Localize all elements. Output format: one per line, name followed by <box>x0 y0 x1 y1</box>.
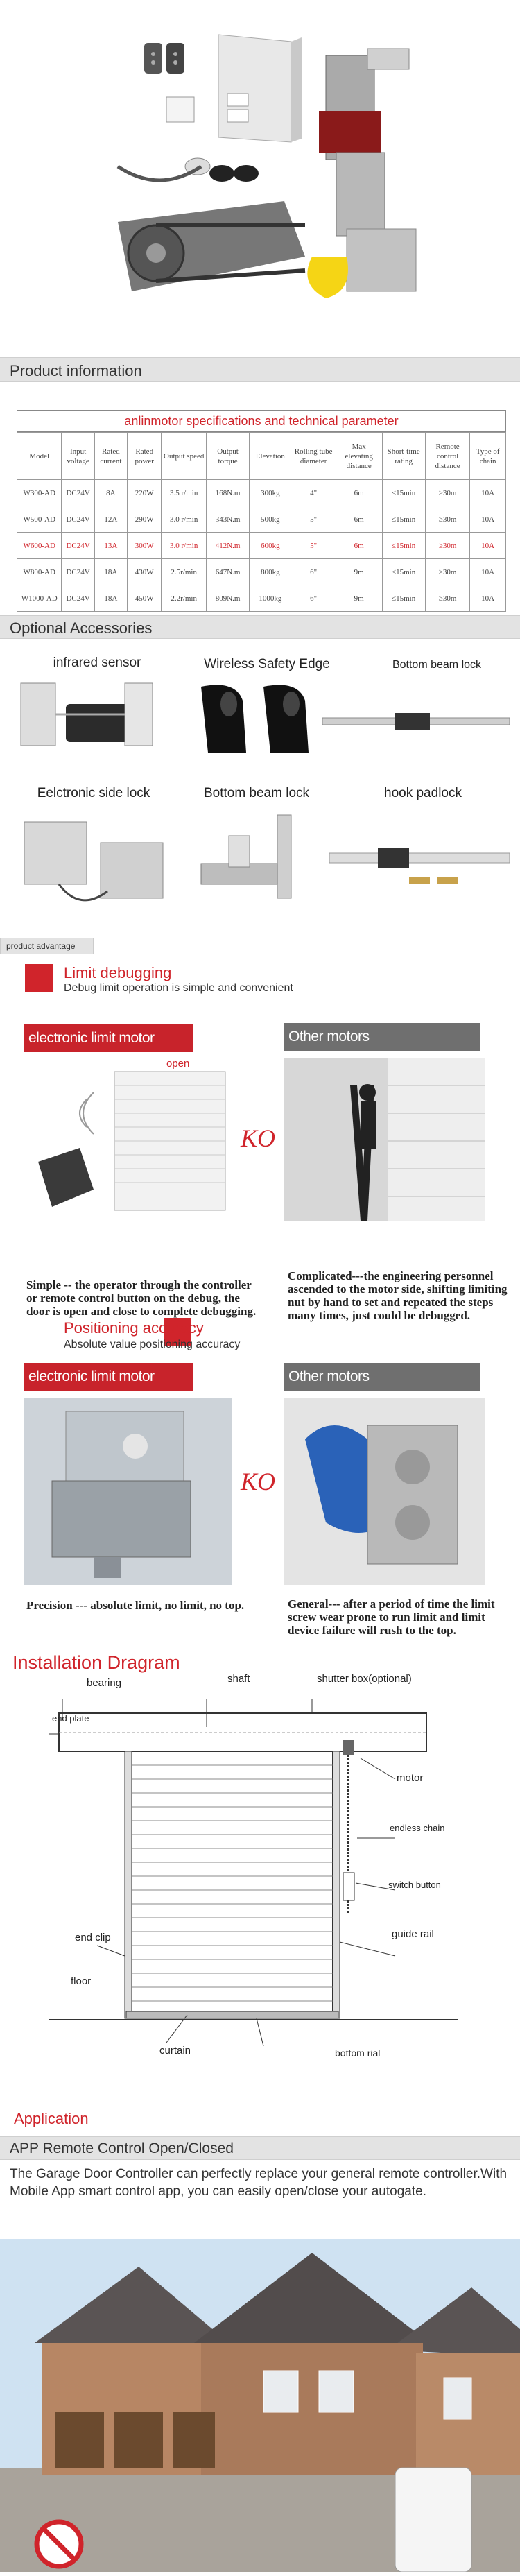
spec-cell: 450W <box>128 585 162 612</box>
diagram-label: guide rail <box>392 1928 434 1940</box>
spec-cell: 6m <box>336 480 382 506</box>
hook-padlock-icon <box>326 843 513 898</box>
spec-cell: 6m <box>336 533 382 559</box>
spec-cell: 10A <box>470 533 506 559</box>
spec-cell: DC24V <box>62 533 94 559</box>
spec-cell: 300W <box>128 533 162 559</box>
diagram-label: end clip <box>75 1932 111 1943</box>
spec-cell: 13A <box>94 533 127 559</box>
spec-cell: ≥30m <box>425 533 469 559</box>
accessory-label: Eelctronic side lock <box>37 786 150 800</box>
spec-cell: 6" <box>291 559 336 585</box>
spec-table <box>17 432 506 612</box>
spec-row <box>17 559 506 585</box>
spec-cell: 6m <box>336 506 382 533</box>
spec-cell: ≤15min <box>382 533 425 559</box>
diagram-label: switch button <box>388 1880 441 1890</box>
spec-header-row <box>17 433 506 480</box>
spec-cell: 168N.m <box>206 480 249 506</box>
spec-row <box>17 506 506 533</box>
spec-table-title: anlinmotor specifications and technical parameter <box>17 410 506 432</box>
switch-button-icon <box>343 1873 354 1900</box>
product-information-heading: Product information <box>10 362 142 379</box>
spec-cell: 809N.m <box>206 585 249 612</box>
product-information-bar <box>0 357 520 382</box>
spec-header-cell: Input voltage <box>62 433 94 480</box>
spec-cell: 8A <box>94 480 127 506</box>
spec-cell: 5" <box>291 506 336 533</box>
spec-cell: 343N.m <box>206 506 249 533</box>
electronic-limit-demo-image <box>24 1058 232 1221</box>
diagram-label: curtain <box>159 2045 191 2056</box>
signal-icon <box>80 1092 94 1134</box>
feature-title: Positioning accuracy <box>64 1319 204 1337</box>
spec-cell: ≤15min <box>382 559 425 585</box>
spec-cell: 500kg <box>250 506 291 533</box>
spec-cell: 10A <box>470 480 506 506</box>
diagram-label: bearing <box>87 1677 122 1689</box>
diagram-label: endless chain <box>390 1823 445 1833</box>
spec-cell: DC24V <box>62 506 94 533</box>
spec-cell: 430W <box>128 559 162 585</box>
spec-cell: 600kg <box>250 533 291 559</box>
phone-app-icon <box>395 2468 471 2572</box>
spec-row-highlighted <box>17 533 506 559</box>
spec-cell: 1000kg <box>250 585 291 612</box>
spec-cell: 18A <box>94 559 127 585</box>
diagram-label: end plate <box>52 1713 89 1724</box>
spec-header-cell: Remote control distance <box>425 433 469 480</box>
spec-header-cell: Rated power <box>128 433 162 480</box>
phone-icon <box>38 1148 94 1207</box>
spec-cell: ≤15min <box>382 480 425 506</box>
spec-cell: 12A <box>94 506 127 533</box>
accessory-label: infrared sensor <box>53 655 141 670</box>
open-sign: open <box>166 1058 190 1070</box>
feature-subtitle: Absolute value positioning accuracy <box>64 1339 241 1350</box>
spec-header-cell: Elevation <box>250 433 291 480</box>
spec-cell: 5" <box>291 533 336 559</box>
roller-door-motor-icon <box>319 49 416 291</box>
electronic-limit-motor-label: electronic limit motor <box>24 1363 193 1391</box>
installation-title: Installation Dragram <box>12 1652 180 1673</box>
diagram-label: shaft <box>227 1673 250 1685</box>
wireless-safety-edge-icon <box>187 676 340 759</box>
precision-motor-image <box>24 1398 232 1585</box>
spec-cell: 647N.m <box>206 559 249 585</box>
description-right: Complicated---the engineering personnel ascended to the motor side, shifting limiting nut by hand to set and repeated the steps many times, just could be debugged. <box>288 1269 508 1322</box>
application-description: The Garage Door Controller can perfectly replace your general remote controller.With Mobile App smart control app, you can easily open/close your autogate. <box>10 2167 508 2199</box>
installation-diagram <box>49 1699 458 2084</box>
spec-cell: W300-AD <box>17 480 62 506</box>
spec-cell: ≥30m <box>425 480 469 506</box>
spec-cell: 220W <box>128 480 162 506</box>
description-left: Precision --- absolute limit, no limit, no top. <box>26 1599 245 1612</box>
diagram-label: floor <box>71 1975 92 1987</box>
spec-cell: ≤15min <box>382 585 425 612</box>
spec-cell: 3.0 r/min <box>162 533 206 559</box>
feature-title: Limit debugging <box>64 964 172 981</box>
wall-switch-icon <box>166 97 194 122</box>
other-motors-label: Other motors <box>284 1363 480 1391</box>
electronic-side-lock-icon <box>17 808 177 912</box>
spec-header-cell: Output speed <box>162 433 206 480</box>
spec-cell: 9m <box>336 585 382 612</box>
spec-header-cell: Rolling tube diameter <box>291 433 336 480</box>
spec-cell: 2.5r/min <box>162 559 206 585</box>
spec-cell: 2.2r/min <box>162 585 206 612</box>
description-right: General--- after a period of time the limit screw wear prone to run limit and limit device failure will rush to the top. <box>288 1597 495 1637</box>
spec-cell: 10A <box>470 585 506 612</box>
bottom-beam-lock-2-icon <box>187 808 326 912</box>
spec-header-cell: Short-time rating <box>382 433 425 480</box>
diagram-label: motor <box>397 1772 424 1784</box>
diagram-label: bottom rial <box>335 2047 381 2059</box>
spec-cell: W1000-AD <box>17 585 62 612</box>
spec-cell: 6" <box>291 585 336 612</box>
bottom-beam-lock-icon <box>319 701 517 742</box>
product-hero-image <box>104 28 451 333</box>
general-motor-image <box>284 1398 485 1585</box>
spec-cell: W800-AD <box>17 559 62 585</box>
spec-cell: 18A <box>94 585 127 612</box>
motor-icon <box>343 1740 354 1755</box>
spec-header-cell: Rated current <box>94 433 127 480</box>
worker-icon <box>359 1084 376 1101</box>
other-motors-demo-image <box>284 1058 485 1221</box>
spec-cell: 3.0 r/min <box>162 506 206 533</box>
spec-cell: W600-AD <box>17 533 62 559</box>
spec-cell: 300kg <box>250 480 291 506</box>
remote-control-icon <box>144 43 184 74</box>
optional-accessories-heading: Optional Accessories <box>10 619 153 637</box>
house-photo <box>0 2239 520 2572</box>
spec-header-cell: Output torque <box>206 433 249 480</box>
spec-header-cell: Type of chain <box>470 433 506 480</box>
spec-cell: 3.5 r/min <box>162 480 206 506</box>
spec-cell: ≥30m <box>425 585 469 612</box>
spec-cell: ≥30m <box>425 559 469 585</box>
spec-row <box>17 585 506 612</box>
application-title: Application <box>14 2110 89 2127</box>
spec-cell: 800kg <box>250 559 291 585</box>
spec-header-cell: Model <box>17 433 62 480</box>
app-remote-heading: APP Remote Control Open/Closed <box>10 2140 234 2156</box>
spec-cell: 412N.m <box>206 533 249 559</box>
ko-mark: KO <box>241 1124 276 1152</box>
product-advantage-tab: product advantage <box>0 938 94 954</box>
accessory-label: Bottom beam lock <box>392 659 482 671</box>
spec-cell: 10A <box>470 506 506 533</box>
optional-accessories-bar <box>0 615 520 639</box>
garage-door-icon <box>114 2412 163 2468</box>
mounting-plate-icon <box>118 201 305 291</box>
spec-cell: DC24V <box>62 559 94 585</box>
other-motors-label: Other motors <box>284 1023 480 1051</box>
garage-door-icon <box>173 2412 215 2468</box>
spec-cell: 10A <box>470 559 506 585</box>
spec-cell: DC24V <box>62 585 94 612</box>
app-remote-bar <box>0 2136 520 2160</box>
feature-marker <box>25 964 53 992</box>
infrared-sensor-icon <box>14 676 159 759</box>
ko-mark: KO <box>241 1468 276 1495</box>
spec-row <box>17 480 506 506</box>
garage-door-icon <box>55 2412 104 2468</box>
spec-cell: W500-AD <box>17 506 62 533</box>
spec-header-cell: Max elevating distance <box>336 433 382 480</box>
description-left: Simple -- the operator through the controller or remote control button on the debug, the door is open and close to complete debugging. <box>26 1278 257 1318</box>
accessory-label: Bottom beam lock <box>203 786 310 800</box>
spec-cell: 9m <box>336 559 382 585</box>
spec-cell: ≤15min <box>382 506 425 533</box>
feature-subtitle: Debug limit operation is simple and convenient <box>64 982 293 994</box>
motor-controller-box-icon <box>218 35 302 142</box>
spec-cell: ≥30m <box>425 506 469 533</box>
electronic-limit-motor-label: electronic limit motor <box>24 1024 193 1052</box>
accessory-label: Wireless Safety Edge <box>204 657 330 671</box>
diagram-label: shutter box(optional) <box>317 1673 412 1685</box>
spec-cell: 290W <box>128 506 162 533</box>
spec-cell: DC24V <box>62 480 94 506</box>
accessory-bag-icon <box>307 257 348 298</box>
spec-cell: 4" <box>291 480 336 506</box>
accessory-label: hook padlock <box>384 786 462 800</box>
